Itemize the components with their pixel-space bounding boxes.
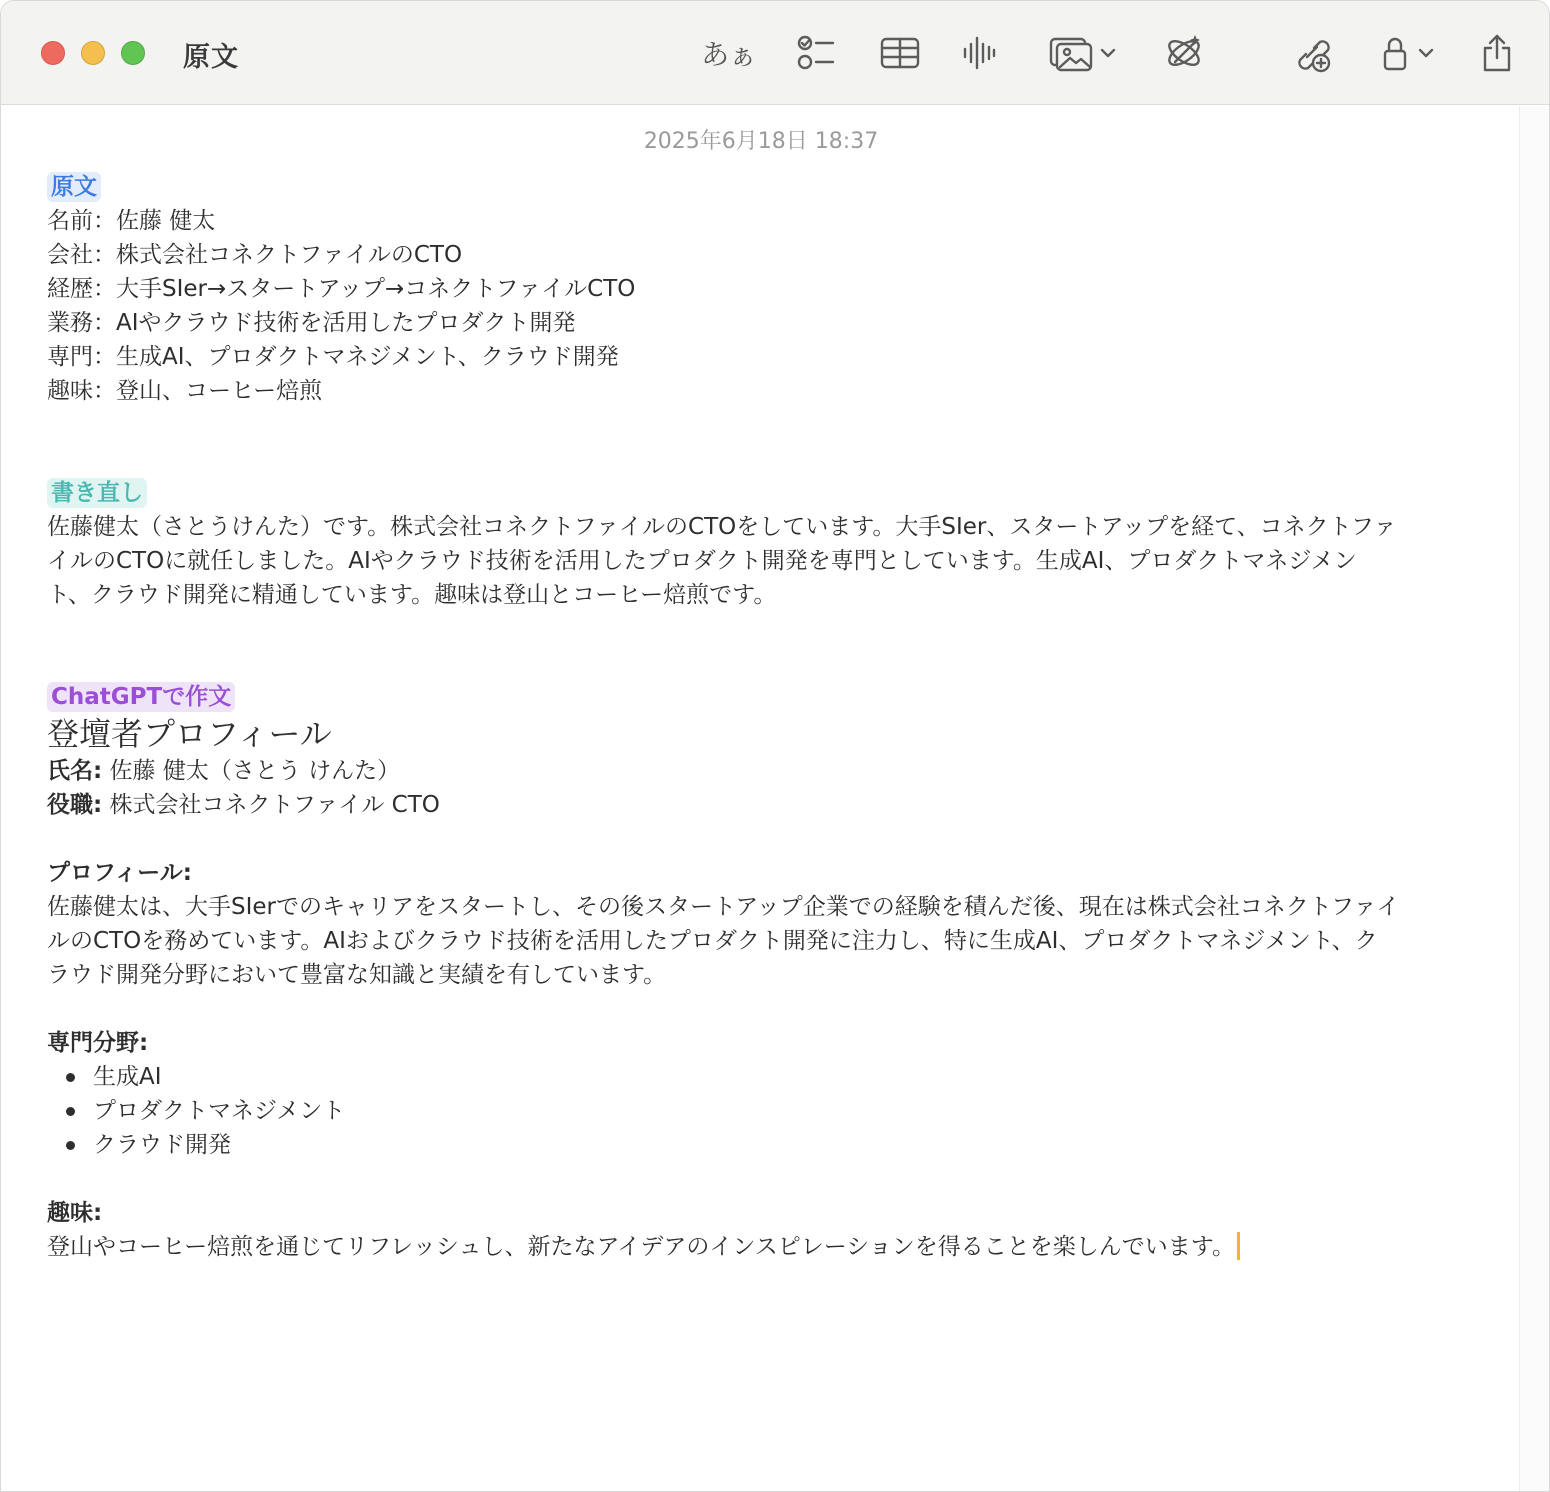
original-line: 会社：株式会社コネクトファイルのCTO	[47, 242, 463, 268]
tag-chatgpt: ChatGPTで作文	[47, 682, 235, 712]
original-line: 趣味：登山、コーヒー焙煎	[47, 378, 323, 404]
media-icon	[1048, 33, 1094, 73]
role-value: 株式会社コネクトファイル CTO	[102, 792, 440, 818]
tag-rewrite: 書き直し	[47, 478, 147, 508]
audio-record-button[interactable]	[956, 29, 1002, 77]
section-chatgpt	[47, 680, 1477, 1264]
section-original	[47, 170, 1477, 408]
profile-line: ラウド開発分野において豊富な知識と実績を有しています。	[47, 962, 667, 988]
share-button[interactable]	[1475, 29, 1519, 77]
lock-icon	[1380, 33, 1410, 73]
specialty-list	[47, 1060, 1477, 1162]
collaborate-button[interactable]	[1287, 29, 1337, 77]
hobby-row	[47, 1230, 1477, 1264]
table-icon	[879, 36, 921, 70]
text-format-button[interactable]	[699, 29, 759, 77]
checklist-button[interactable]	[791, 29, 841, 77]
hobby-text: 登山やコーヒー焙煎を通じてリフレッシュし、新たなアイデアのインスピレーションを得ることを楽しんでいます。	[47, 1234, 1235, 1260]
text-format-icon: あぁ	[701, 38, 757, 71]
profile-line: ルのCTOを務めています。AIおよびクラウド技術を活用したプロダクト開発に注力し、特に生成AI、プロダクトマネジメント、ク	[47, 928, 1378, 954]
original-line: 経歴：大手SIer→スタートアップ→コネクトファイルCTO	[47, 276, 636, 302]
writing-tools-icon	[1163, 32, 1205, 74]
name-label: 氏名:	[47, 758, 103, 784]
collaborate-icon	[1290, 32, 1334, 74]
close-window-button[interactable]	[41, 41, 65, 65]
profile-line: 佐藤健太は、大手SIerでのキャリアをスタートし、その後スタートアップ企業での経験を積んだ後、現在は株式会社コネクトファイ	[47, 894, 1400, 920]
lock-menu-button[interactable]	[1373, 29, 1443, 77]
audio-waveform-icon	[960, 35, 998, 71]
chevron-down-icon	[1098, 45, 1118, 61]
checklist-icon	[795, 33, 837, 73]
list-item: クラウド開発	[47, 1128, 1477, 1162]
original-line: 業務：AIやクラウド技術を活用したプロダクト開発	[47, 310, 576, 336]
note-editor[interactable]	[1, 106, 1521, 1492]
hobby-label: 趣味:	[47, 1200, 103, 1226]
profile-heading: 登壇者プロフィール	[47, 715, 332, 753]
media-menu-button[interactable]	[1041, 29, 1125, 77]
name-row	[47, 754, 1477, 788]
specialty-label: 専門分野:	[47, 1030, 149, 1056]
text-cursor	[1237, 1232, 1240, 1260]
writing-tools-button[interactable]	[1159, 29, 1209, 77]
original-line: 名前：佐藤 健太	[47, 208, 216, 234]
rewrite-line: ト、クラウド開発に精通しています。趣味は登山とコーヒー焙煎です。	[47, 582, 777, 608]
note-timestamp: 2025年6月18日 18:37	[643, 129, 879, 154]
rewrite-line: イルのCTOに就任しました。AIやクラウド技術を活用したプロダクト開発を専門としています。生成AI、プロダクトマネジメン	[47, 548, 1357, 574]
role-label: 役職:	[47, 792, 103, 818]
list-item: 生成AI	[47, 1060, 1477, 1094]
profile-label: プロフィール:	[47, 860, 192, 886]
toolbar	[1, 1, 1549, 105]
name-value: 佐藤 健太（さとう けんた）	[102, 758, 401, 784]
original-line: 専門：生成AI、プロダクトマネジメント、クラウド開発	[47, 344, 619, 370]
rewrite-line: 佐藤健太（さとうけんた）です。株式会社コネクトファイルのCTOをしています。大手SIer、スタートアップを経て、コネクトファ	[47, 514, 1397, 540]
table-button[interactable]	[875, 29, 925, 77]
window-title: 原文	[183, 42, 239, 73]
chevron-down-icon	[1416, 45, 1436, 61]
list-item: プロダクトマネジメント	[47, 1094, 1477, 1128]
tag-original: 原文	[47, 172, 101, 202]
share-icon	[1479, 32, 1515, 74]
scrollbar[interactable]	[1519, 106, 1549, 1492]
section-rewrite	[47, 476, 1477, 612]
zoom-window-button[interactable]	[121, 41, 145, 65]
role-row	[47, 788, 1477, 822]
minimize-window-button[interactable]	[81, 41, 105, 65]
